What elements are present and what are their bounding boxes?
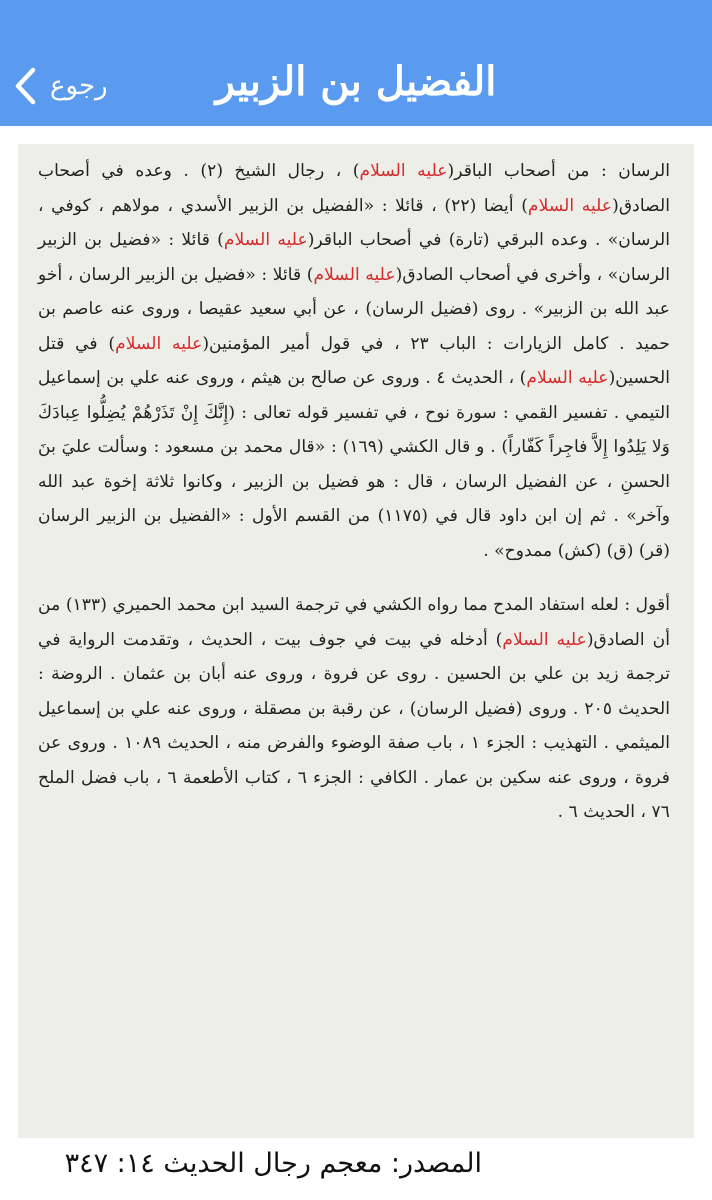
honorific-highlight: عليه السلام bbox=[502, 629, 587, 650]
text-segment: ) أدخله في بيت في جوف بيت ، الحديث ، وتقدمت الرواية في ترجمة زيد بن علي بن الحسين . روى عن فروة ، وروى عنه أبان بن عثمان . الروضة : الحديث ٢٠٥ . وروى (فضيل الرسان) ، عن رقبة بن مصقلة ، وروى عنه علي بن إسماعيل الميثمي . التهذيب : الجزء ١ ، باب صفة الوضوء والفرض منه ، الحديث ١٠٨٩ . وروى عن فروة ، وروى عنه سكين بن عمار . الكافي : الجزء ٦ ، كتاب الأطعمة ٦ ، باب فضل الملح ٧٦ ، الحديث ٦ . bbox=[38, 629, 671, 822]
source-citation: المصدر: معجم رجال الحديث ١٤: ٣٤٧ bbox=[64, 1148, 482, 1179]
honorific-highlight: عليه السلام bbox=[115, 333, 203, 354]
navigation-bar bbox=[0, 0, 712, 126]
text-segment: ) ، الحديث ٤ . وروى عن صالح بن هيثم ، وروى عنه علي بن إسماعيل التيمي . تفسير القمي : سورة نوح ، في تفسير قوله تعالى : (إِنَّكَ إِنْ تَذَرْهُمْ يُضِلُّوا عِبادَكَ وَلا يَلِدُوا إِلاَّ فاجِراً كَفّاراً) . و قال الكشي (١٦٩) : «قال محمد بن مسعود : وسألت عليَ بنَ الحسنِ ، عن الفضيل الرسان ، قال : هو فضيل بن الزبير ، وكانوا ثلاثة إخوة عبد الله وآخر» . ثم إن ابن داود قال في (١١٧٥) من القسم الأول : «الفضيل بن الزبير الرسان (قر) (ق) (كش) ممدوح» . bbox=[38, 368, 670, 561]
honorific-highlight: عليه السلام bbox=[313, 264, 396, 285]
text-segment: أقول : لعله استفاد المدح مما رواه الكشي في ترجمة السيد ابن محمد الحميري (١٣٣) من أن الصادق( bbox=[38, 595, 670, 650]
text-segment: ) قائلا : «فضيل بن الزبير الرسان» ، وأخرى في أصحاب الصادق( bbox=[38, 230, 670, 285]
text-segment: ) أيضا (٢٢) ، قائلا : «الفضيل بن الزبير الأسدي ، مولاهم ، كوفي ، الرسان» . وعده البرقي (تارة) في أصحاب الباقر( bbox=[38, 195, 670, 250]
text-segment: الرسان : من أصحاب الباقر( bbox=[447, 161, 670, 181]
text-segment: ) قائلا : «فضيل بن الزبير الرسان ، أخو عبد الله بن الزبير» . روى (فضيل الرسان) ، عن أبي سعيد عقيصا ، وروى عنه عاصم بن حميد . كامل الزيارات : الباب ٢٣ ، في قول أمير المؤمنين( bbox=[38, 264, 670, 354]
honorific-highlight: عليه السلام bbox=[526, 368, 609, 388]
text-segment: ) ، رجال الشيخ (٢) . وعده في أصحاب الصادق( bbox=[38, 161, 670, 216]
text-segment: ) في قتل الحسين( bbox=[38, 333, 670, 388]
article-paragraph bbox=[18, 144, 694, 568]
article-paragraph bbox=[18, 588, 694, 830]
article-content[interactable] bbox=[18, 144, 694, 1138]
back-label: رجوع bbox=[50, 71, 108, 101]
page-title: الفضيل بن الزبير bbox=[215, 58, 497, 105]
honorific-highlight: عليه السلام bbox=[359, 161, 448, 181]
honorific-highlight: عليه السلام bbox=[527, 195, 613, 216]
honorific-highlight: عليه السلام bbox=[223, 230, 308, 250]
